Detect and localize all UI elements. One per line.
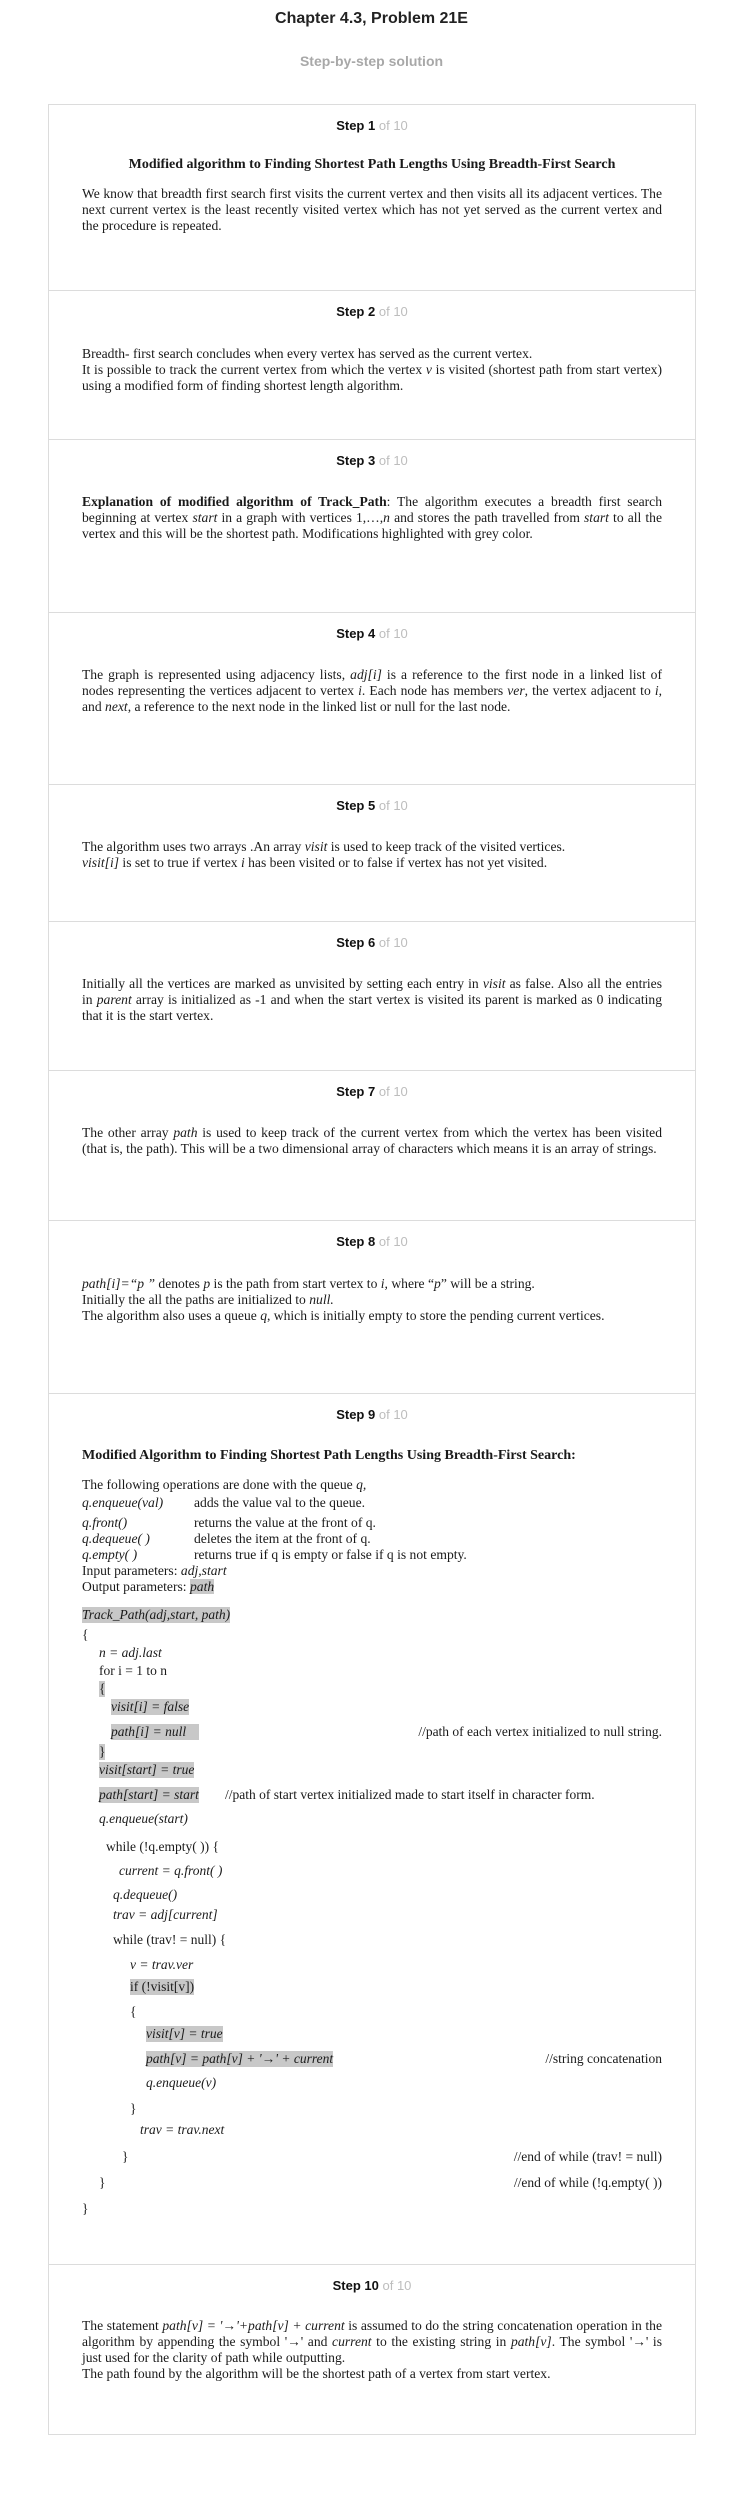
- step-text: Breadth- first search concludes when every vertex has served as the current vertex. It is possible to track the current vertex from which the vertex v is visited (shortest path from start vertex) using a modified form of finding shortest length algorithm.: [82, 346, 662, 393]
- step-text: The algorithm uses two arrays .An array visit is used to keep track of the visited vertices. visit[i] is set to true if vertex i has been visited or to false if vertex has not yet visited.: [82, 839, 566, 870]
- step-heading: Modified algorithm to Finding Shortest Path Lengths Using Breadth-First Search: [128, 157, 616, 172]
- code-line: v = trav.ver: [130, 1957, 194, 1972]
- code-block: [82, 1607, 662, 2227]
- step-header: Step 5 of 10: [336, 798, 408, 813]
- code-line: }: [99, 1744, 106, 1759]
- code-line: trav = adj[current]: [113, 1907, 218, 1922]
- page-title: Chapter 4.3, Problem 21E: [275, 10, 468, 27]
- op-row: q.empty( ) returns true if q is empty or false if q is not empty.: [82, 1547, 467, 1562]
- code-comment: //string concatenation: [545, 2051, 662, 2066]
- code-line: {: [130, 2004, 137, 2019]
- step-text: The other array path is used to keep track of the current vertex from which the vertex has been visited (that is, the path). This will be a two dimensional array of characters which means it is an array of strings.: [82, 1125, 662, 1156]
- step-text: Explanation of modified algorithm of Track_Path: The algorithm executes a breadth first search beginning at vertex start in a graph with vertices 1,…,n and stores the path travelled from start to all the vertex and this will be the shortest path. Modifications highlighted with grey color.: [82, 494, 663, 541]
- op-row: q.enqueue(val) adds the value val to the queue.: [82, 1495, 365, 1510]
- queue-ops: The following operations are done with the queue q, q.enqueue(val) adds the value val to the queue. q.front() returns the value at the front of q. q.dequeue( ) deletes the item at the front of q. q.empty( ) returns true if q is empty or false if q is not empty. Input parameters: adj,start Output parameters: path: [82, 1477, 662, 1595]
- code-line: path[start] = start: [99, 1787, 199, 1802]
- step-header: Step 7 of 10: [336, 1084, 408, 1099]
- code-line: {: [99, 1681, 106, 1696]
- step-header: Step 1 of 10: [336, 118, 408, 133]
- code-line: q.dequeue(): [113, 1887, 178, 1902]
- code-line: current = q.front( ): [119, 1863, 223, 1878]
- step-header: Step 8 of 10: [336, 1234, 408, 1249]
- step-text: We know that breadth first search first visits the current vertex and then visits all its adjacent vertices. The next current vertex is the least recently visited vertex which has not yet served as the current vertex and the procedure is repeated.: [82, 186, 662, 233]
- code-line: q.enqueue(start): [99, 1811, 188, 1826]
- step-heading: Modified Algorithm to Finding Shortest Path Lengths Using Breadth-First Search:: [82, 1448, 576, 1463]
- code-line: path[v] = path[v] + '→' + current: [146, 2051, 334, 2066]
- code-line: if (!visit[v]): [130, 1979, 195, 1994]
- step-text: The statement path[v] = '→'+path[v] + current is assumed to do the string concatenation operation in the algorithm by appending the symbol '→' and current to the existing string in path[v]. The symbol '→' is just used for the clarity of path while outputting. The path found by the algorithm will be the shortest path of a vertex from start vertex.: [82, 2318, 662, 2381]
- code-line: {: [82, 1627, 89, 1642]
- step-6: [49, 921, 695, 1070]
- code-line: n = adj.last: [99, 1645, 162, 1660]
- code-comment: //end of while (trav! = null): [513, 2149, 662, 2164]
- code-line: q.enqueue(v): [146, 2075, 217, 2090]
- code-comment: //path of start vertex initialized made to start itself in character form.: [225, 1787, 595, 1802]
- code-line: path[i] = null: [111, 1724, 199, 1740]
- input-params: Input parameters: adj,start: [82, 1563, 227, 1578]
- step-header: Step 6 of 10: [336, 935, 408, 950]
- step-5: [49, 784, 695, 921]
- op-row: q.dequeue( ) deletes the item at the front of q.: [82, 1531, 371, 1546]
- code-line: }: [82, 2201, 89, 2216]
- step-header: Step 2 of 10: [336, 304, 408, 319]
- code-line: visit[v] = true: [146, 2026, 223, 2041]
- step-text: path[i]=“p ” denotes p is the path from start vertex to i, where “p” will be a string. Initially the all the paths are initialized to null. The algorithm also uses a queue q, which is initially empty to store the pending current vertices.: [82, 1276, 605, 1323]
- code-line: }: [130, 2101, 137, 2116]
- step-header: Step 4 of 10: [336, 626, 408, 641]
- code-line: visit[start] = true: [99, 1762, 195, 1777]
- step-10: [49, 2264, 695, 2434]
- step-2: [49, 290, 695, 439]
- code-line: visit[i] = false: [111, 1699, 190, 1714]
- step-9: [49, 1393, 695, 2264]
- code-line: for i = 1 to n: [99, 1663, 167, 1678]
- code-comment: //end of while (!q.empty( )): [513, 2175, 662, 2190]
- page-subtitle: Step-by-step solution: [299, 53, 444, 69]
- step-8: [49, 1220, 695, 1393]
- step-text: Initially all the vertices are marked as unvisited by setting each entry in visit as false. Also all the entries in parent array is initialized as -1 and when the start vertex is visited its parent is marked as 0 indicating that it is the start vertex.: [82, 976, 662, 1023]
- step-header: Step 3 of 10: [336, 453, 408, 468]
- step-text: The graph is represented using adjacency lists, adj[i] is a reference to the first node in a linked list of nodes representing the vertices adjacent to vertex i. Each node has members ver, the vertex adjacent to i, and next, a reference to the next node in the linked list or null for the last node.: [82, 667, 663, 714]
- code-comment: //path of each vertex initialized to null string.: [418, 1724, 662, 1739]
- op-row: q.front() returns the value at the front of q.: [82, 1515, 376, 1530]
- solution-steps: [48, 104, 696, 2435]
- code-line: }: [122, 2149, 129, 2164]
- code-line: Track_Path(adj,start, path): [82, 1607, 231, 1622]
- code-line: while (!q.empty( )) {: [106, 1839, 219, 1854]
- step-header: Step 9 of 10: [336, 1407, 408, 1422]
- code-line: trav = trav.next: [140, 2122, 225, 2137]
- output-params: Output parameters: path: [82, 1579, 215, 1594]
- step-1: [49, 105, 695, 290]
- step-header: Step 10 of 10: [332, 2278, 412, 2293]
- step-4: [49, 612, 695, 784]
- code-line: while (trav! = null) {: [113, 1932, 227, 1947]
- code-line: }: [99, 2175, 106, 2190]
- step-7: [49, 1070, 695, 1220]
- step-3: [49, 439, 695, 612]
